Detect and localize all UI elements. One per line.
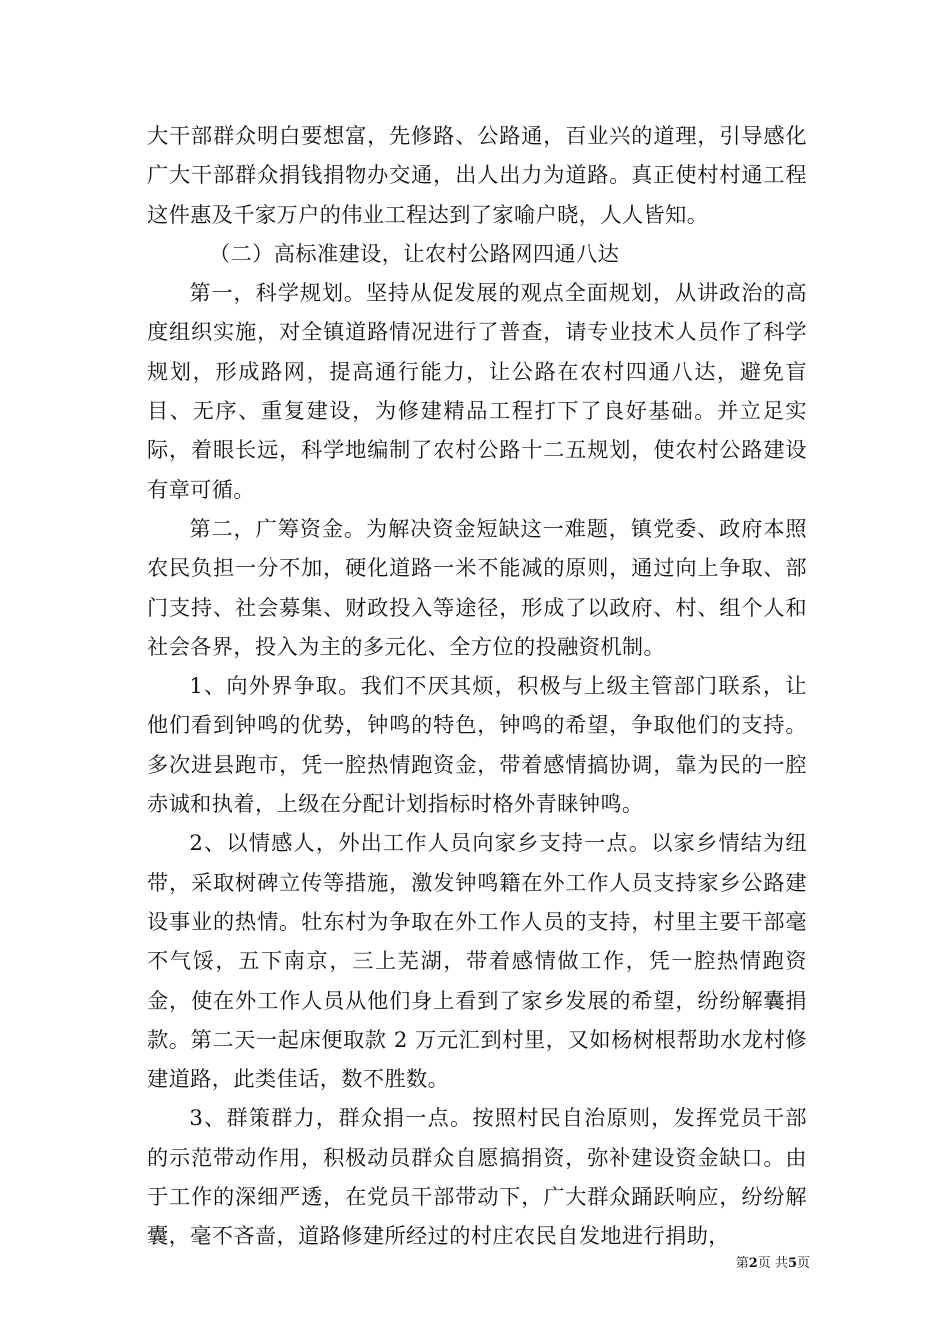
paragraph-planning: 第一，科学规划。坚持从促发展的观点全面规划，从讲政治的高度组织实施，对全镇道路情况进行了普查，请专业技术人员作了科学规划，形成路网，提高通行能力，让公路在农村四通八达，避免盲目、无序、重复建设，为修建精品工程打下了良好基础。并立足实际，着眼长远，科学地编制了农村公路十二五规划，使农村公路建设有章可循。 (147, 280, 807, 502)
footer-suffix: 页 (796, 1256, 810, 1271)
paragraph-external-support: 1、向外界争取。我们不厌其烦，积极与上级主管部门联系，让他们看到钟鸣的优势，钟鸣的特色，钟鸣的希望，争取他们的支持。多次进县跑市，凭一腔热情跑资金，带着感情搞协调，靠为民的一腔赤诚和执着，上级在分配计划指标时格外青睐钟鸣。 (147, 673, 807, 817)
footer-total-pages: 5 (787, 1256, 797, 1271)
paragraph-continuation: 大干部群众明白要想富，先修路、公路通，百业兴的道理，引导感化广大干部群众捐钱捐物办交通，出人出力为道路。真正使村村通工程这件惠及千家万户的伟业工程达到了家喻户晓，人人皆知。 (147, 123, 807, 227)
footer-current-page: 2 (748, 1256, 758, 1271)
paragraph-funding: 第二，广筹资金。为解决资金短缺这一难题，镇党委、政府本照农民负担一分不加，硬化道路一米不能减的原则，通过向上争取、部门支持、社会募集、财政投入等途径，形成了以政府、村、组个人和社会各界，投入为主的多元化、全方位的投融资机制。 (147, 515, 807, 659)
document-body (147, 116, 807, 1256)
page-footer (660, 1255, 810, 1273)
paragraph-emotional-appeal: 2、以情感人，外出工作人员向家乡支持一点。以家乡情结为纽带，采取树碑立传等措施，激发钟鸣籍在外工作人员支持家乡公路建设事业的热情。牡东村为争取在外工作人员的支持，村里主要干部毫不气馁，五下南京，三上芜湖，带着感情做工作，凭一腔热情跑资金，使在外工作人员从他们身上看到了家乡发展的希望，纷纷解囊捐款。第二天一起床便取款 2 万元汇到村里，又如杨树根帮助水龙村修建道路，此类佳话，数不胜数。 (147, 830, 807, 1092)
footer-middle: 页 共 (757, 1256, 788, 1271)
section-heading: （二）高标准建设，让农村公路网四通八达 (209, 240, 620, 266)
paragraph-public-donation: 3、群策群力，群众捐一点。按照村民自治原则，发挥党员干部的示范带动作用，积极动员群众自愿搞捐资，弥补建设资金缺口。由于工作的深细严透，在党员干部带动下，广大群众踊跃响应，纷纷解囊，毫不吝啬，道路修建所经过的村庄农民自发地进行捐助， (147, 1105, 807, 1249)
footer-prefix: 第 (735, 1256, 749, 1271)
